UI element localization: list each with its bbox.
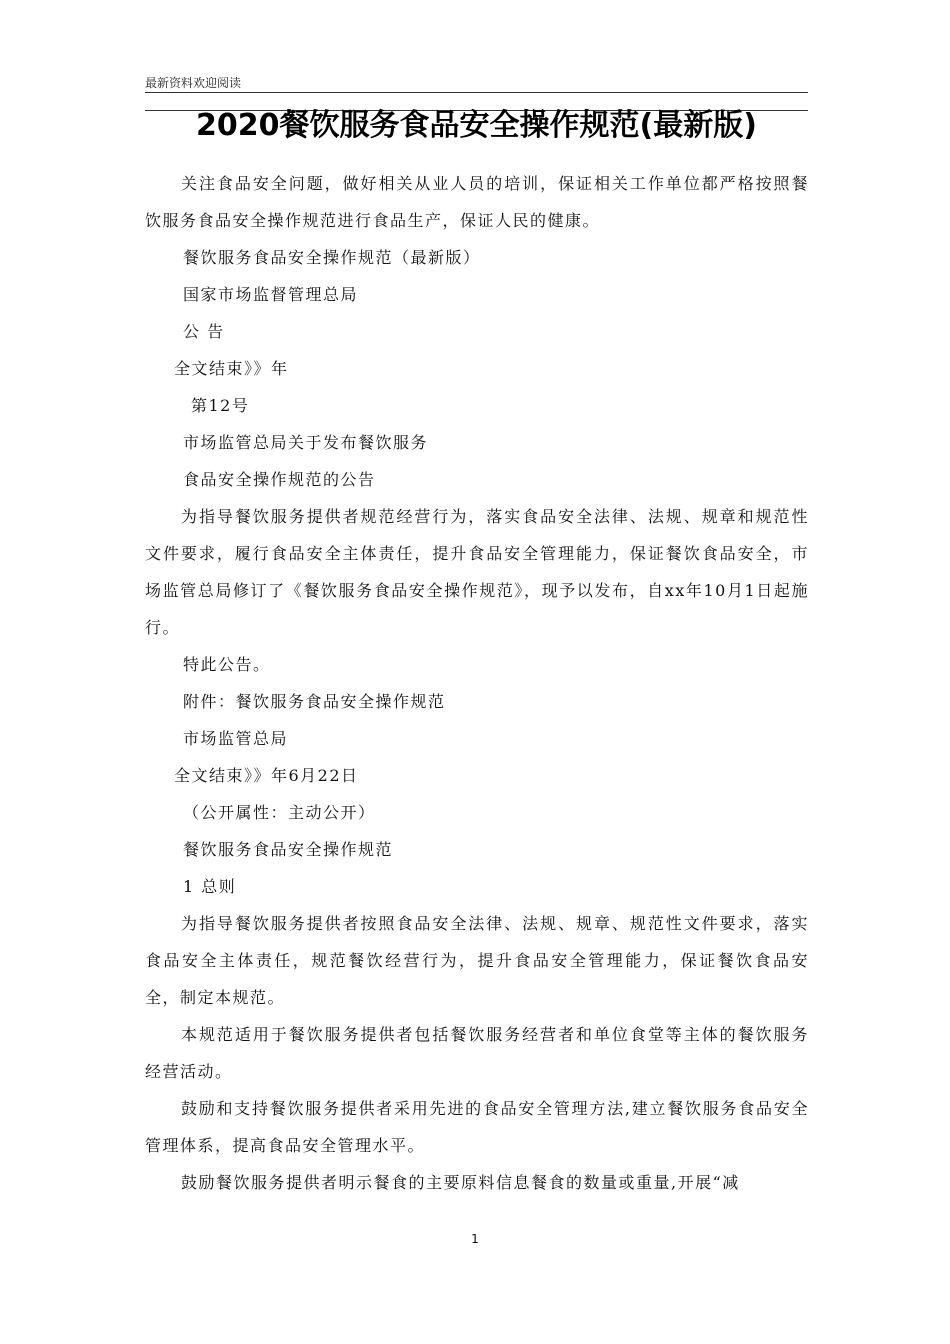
document-title: 2020餐饮服务食品安全操作规范(最新版) [196, 108, 757, 143]
paragraph-hereby: 特此公告。 [183, 655, 271, 674]
paragraph-number: 第12号 [191, 396, 250, 415]
paragraph-date: 全文结束》》年6月22日 [174, 766, 359, 785]
paragraph-doc-title: 餐饮服务食品安全操作规范（最新版） [183, 248, 481, 267]
page-number: 1 [471, 1232, 479, 1246]
paragraph-encourage-2: 鼓励餐饮服务提供者明示餐食的主要原料信息餐食的数量或重量,开展“减 [181, 1173, 740, 1192]
paragraph-signature: 市场监管总局 [183, 729, 289, 748]
paragraph-intro: 关注食品安全问题，做好相关从业人员的培训，保证相关工作单位都严格按照餐饮服务食品安全操作规范进行食品生产，保证人民的健康。 [145, 174, 809, 230]
document-body [145, 165, 809, 1201]
header-text: 最新资料欢迎阅读 [145, 76, 242, 90]
paragraph-scope: 本规范适用于餐饮服务提供者包括餐饮服务经营者和单位食堂等主体的餐饮服务经营活动。 [145, 1025, 809, 1081]
paragraph-year: 全文结束》》年 [174, 359, 289, 378]
paragraph-notice: 公 告 [183, 322, 225, 341]
paragraph-notice-title-2: 食品安全操作规范的公告 [183, 470, 376, 489]
paragraph-notice-title-1: 市场监管总局关于发布餐饮服务 [183, 433, 429, 452]
section-heading-general: 1 总则 [183, 877, 237, 896]
page-header [145, 72, 808, 93]
paragraph-spec-title: 餐饮服务食品安全操作规范 [183, 840, 394, 859]
paragraph-issuer: 国家市场监督管理总局 [183, 285, 359, 304]
paragraph-notice-body: 为指导餐饮服务提供者规范经营行为，落实食品安全法律、法规、规章和规范性文件要求，履行食品安全主体责任，提升食品安全管理能力，保证餐饮食品安全，市场监管总局修订了《餐饮服务食品安全操作规范》，现予以发布，自xx年10月1日起施行。 [145, 507, 809, 637]
paragraph-encourage-1: 鼓励和支持餐饮服务提供者采用先进的食品安全管理方法,建立餐饮服务食品安全管理体系，提高食品安全管理水平。 [145, 1099, 809, 1155]
paragraph-purpose: 为指导餐饮服务提供者按照食品安全法律、法规、规章、规范性文件要求，落实食品安全主体责任，规范餐饮经营行为，提升食品安全管理能力，保证餐饮食品安全，制定本规范。 [145, 914, 809, 1007]
paragraph-attachment: 附件：餐饮服务食品安全操作规范 [183, 692, 446, 711]
paragraph-disclosure: （公开属性：主动公开） [183, 803, 376, 822]
